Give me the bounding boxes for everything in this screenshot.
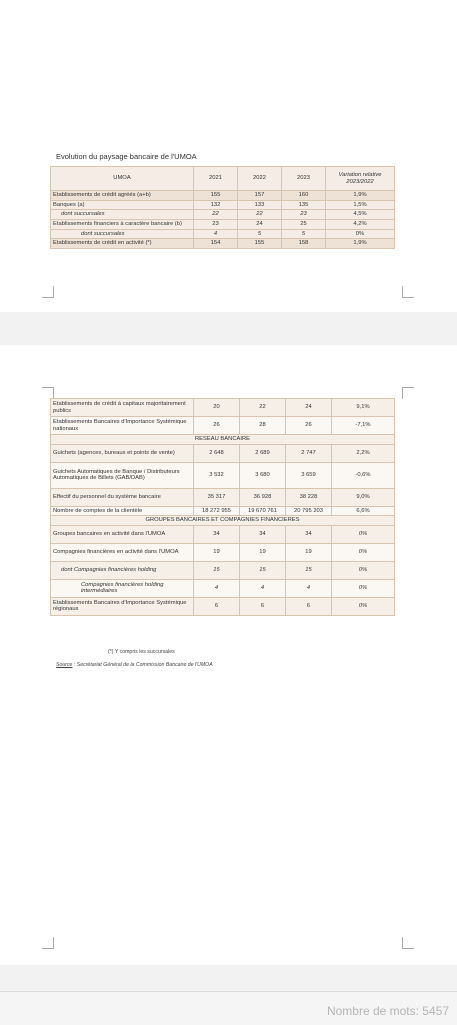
- table-row: [51, 399, 395, 417]
- header-variation: Variation relative 2023/2022: [326, 167, 395, 191]
- cell-2023: 25: [282, 219, 326, 229]
- table-row: [51, 229, 395, 239]
- cell-2023: 158: [282, 239, 326, 249]
- cell-variation: 9,1%: [332, 399, 395, 417]
- cell-variation: 0%: [332, 597, 395, 615]
- cell-2021: 26: [194, 417, 240, 435]
- cell-2023: 5: [282, 229, 326, 239]
- row-label: Effectif du personnel du système bancaire: [51, 488, 194, 506]
- cell-variation: 4,2%: [326, 219, 395, 229]
- cell-2023: 19: [286, 543, 332, 561]
- row-label: Nombre de comptes de la clientèle: [51, 506, 194, 516]
- cell-2022: 28: [240, 417, 286, 435]
- row-label: Etablissements Bancaires d'Importance Systémique nationaux: [51, 417, 194, 435]
- cell-variation: 6,6%: [332, 506, 395, 516]
- row-label: Compagnies financières en activité dans l'UMOA: [51, 543, 194, 561]
- cell-2022: 15: [240, 561, 286, 579]
- table-row: [51, 210, 395, 220]
- cell-2023: 2 747: [286, 444, 332, 462]
- row-label: Etablissements de crédit agréés (a+b): [51, 191, 194, 201]
- cell-2023: 6: [286, 597, 332, 615]
- cell-2021: 132: [194, 200, 238, 210]
- table-row: [51, 200, 395, 210]
- cell-variation: 0%: [332, 579, 395, 597]
- row-label: Etablissements financiers à caractère bancaire (b): [51, 219, 194, 229]
- cell-2023: 23: [282, 210, 326, 220]
- cell-2023: 20 795 203: [286, 506, 332, 516]
- cell-2023: 38 228: [286, 488, 332, 506]
- cell-2021: 22: [194, 210, 238, 220]
- row-label: Etablissements de crédit à capitaux majoritairement publics: [51, 399, 194, 417]
- table-title: Evolution du paysage bancaire de l'UMOA: [56, 152, 197, 161]
- section-title: GROUPES BANCAIRES ET COMPAGNIES FINANCIERES: [51, 516, 395, 526]
- row-label: dont succursales: [51, 229, 194, 239]
- cell-2021: 23: [194, 219, 238, 229]
- row-label: dont Compagnies financières holding: [51, 561, 194, 579]
- cell-2021: 4: [194, 229, 238, 239]
- word-count[interactable]: Nombre de mots: 5457: [326, 1004, 449, 1018]
- cell-variation: 4,5%: [326, 210, 395, 220]
- cell-2023: 26: [286, 417, 332, 435]
- row-label: dont succursales: [51, 210, 194, 220]
- cell-2021: 154: [194, 239, 238, 249]
- source-label: Source: [56, 662, 73, 668]
- row-label: Banques (a): [51, 200, 194, 210]
- cell-2023: 34: [286, 525, 332, 543]
- section-header-reseau: [51, 435, 395, 445]
- cell-variation: 1,9%: [326, 191, 395, 201]
- page-corner-mark: [402, 286, 414, 298]
- cell-2022: 19 670 761: [240, 506, 286, 516]
- cell-2021: 35 317: [194, 488, 240, 506]
- cell-2022: 19: [240, 543, 286, 561]
- source-text: : Secrétariat Général de la Commission Bancaire de l'UMOA: [72, 662, 213, 668]
- header-2022: 2022: [238, 167, 282, 191]
- page-corner-mark: [402, 387, 414, 399]
- page-corner-mark: [42, 286, 54, 298]
- section-header-groupes: [51, 516, 395, 526]
- section-title: RESEAU BANCAIRE: [51, 435, 395, 445]
- cell-2022: 6: [240, 597, 286, 615]
- row-label: Etablissements de crédit en activité (*): [51, 239, 194, 249]
- row-label: Guichets Automatiques de Banque / Distributeurs Automatiques de Billets (GAB/DAB): [51, 462, 194, 488]
- cell-2021: 3 532: [194, 462, 240, 488]
- table-row: [51, 191, 395, 201]
- page-corner-mark: [42, 937, 54, 949]
- table-row: [51, 488, 395, 506]
- cell-2022: 34: [240, 525, 286, 543]
- cell-2023: 15: [286, 561, 332, 579]
- cell-2021: 155: [194, 191, 238, 201]
- cell-2022: 157: [238, 191, 282, 201]
- cell-2021: 4: [194, 579, 240, 597]
- cell-2022: 22: [240, 399, 286, 417]
- cell-2021: 18 272 955: [194, 506, 240, 516]
- cell-variation: 0%: [332, 543, 395, 561]
- cell-variation: 0%: [332, 525, 395, 543]
- cell-2022: 2 689: [240, 444, 286, 462]
- cell-2022: 24: [238, 219, 282, 229]
- bank-landscape-table-part1: [50, 166, 395, 249]
- cell-2022: 3 680: [240, 462, 286, 488]
- table-row: [51, 462, 395, 488]
- header-umoa: UMOA: [51, 167, 194, 191]
- cell-variation: 1,5%: [326, 200, 395, 210]
- row-label: Compagnies financières holding intermédiaires: [51, 579, 194, 597]
- cell-2021: 19: [194, 543, 240, 561]
- header-2023: 2023: [282, 167, 326, 191]
- table-source: [56, 662, 213, 668]
- table-row: [51, 579, 395, 597]
- table-row: [51, 597, 395, 615]
- cell-2023: 4: [286, 579, 332, 597]
- row-label: Groupes bancaires en activité dans l'UMOA: [51, 525, 194, 543]
- table-row: [51, 444, 395, 462]
- cell-2023: 160: [282, 191, 326, 201]
- page-corner-mark: [402, 937, 414, 949]
- cell-2021: 20: [194, 399, 240, 417]
- cell-2022: 5: [238, 229, 282, 239]
- cell-variation: -0,6%: [332, 462, 395, 488]
- cell-2021: 34: [194, 525, 240, 543]
- cell-2022: 36 928: [240, 488, 286, 506]
- table-row: [51, 219, 395, 229]
- cell-variation: 1,9%: [326, 239, 395, 249]
- table-row: [51, 506, 395, 516]
- cell-2023: 3 659: [286, 462, 332, 488]
- cell-2021: 6: [194, 597, 240, 615]
- cell-variation: 0%: [332, 561, 395, 579]
- cell-2021: 2 648: [194, 444, 240, 462]
- cell-2023: 24: [286, 399, 332, 417]
- header-2021: 2021: [194, 167, 238, 191]
- bank-landscape-table-part2: [50, 398, 395, 616]
- cell-2022: 155: [238, 239, 282, 249]
- cell-2023: 135: [282, 200, 326, 210]
- cell-2022: 133: [238, 200, 282, 210]
- cell-variation: 9,0%: [332, 488, 395, 506]
- table-row: [51, 561, 395, 579]
- table-row: [51, 525, 395, 543]
- table-footnote: (*) Y compris les succursales: [108, 649, 175, 655]
- cell-variation: 2,2%: [332, 444, 395, 462]
- status-bar: [0, 991, 457, 1025]
- cell-2022: 4: [240, 579, 286, 597]
- cell-2022: 22: [238, 210, 282, 220]
- table-row: [51, 543, 395, 561]
- row-label: Guichets (agences, bureaux et points de vente): [51, 444, 194, 462]
- cell-variation: -7,1%: [332, 417, 395, 435]
- cell-variation: 0%: [326, 229, 395, 239]
- table-row: [51, 417, 395, 435]
- cell-2021: 15: [194, 561, 240, 579]
- row-label: Etablissements Bancaires d'Importance Systémique régionaux: [51, 597, 194, 615]
- table-row: [51, 239, 395, 249]
